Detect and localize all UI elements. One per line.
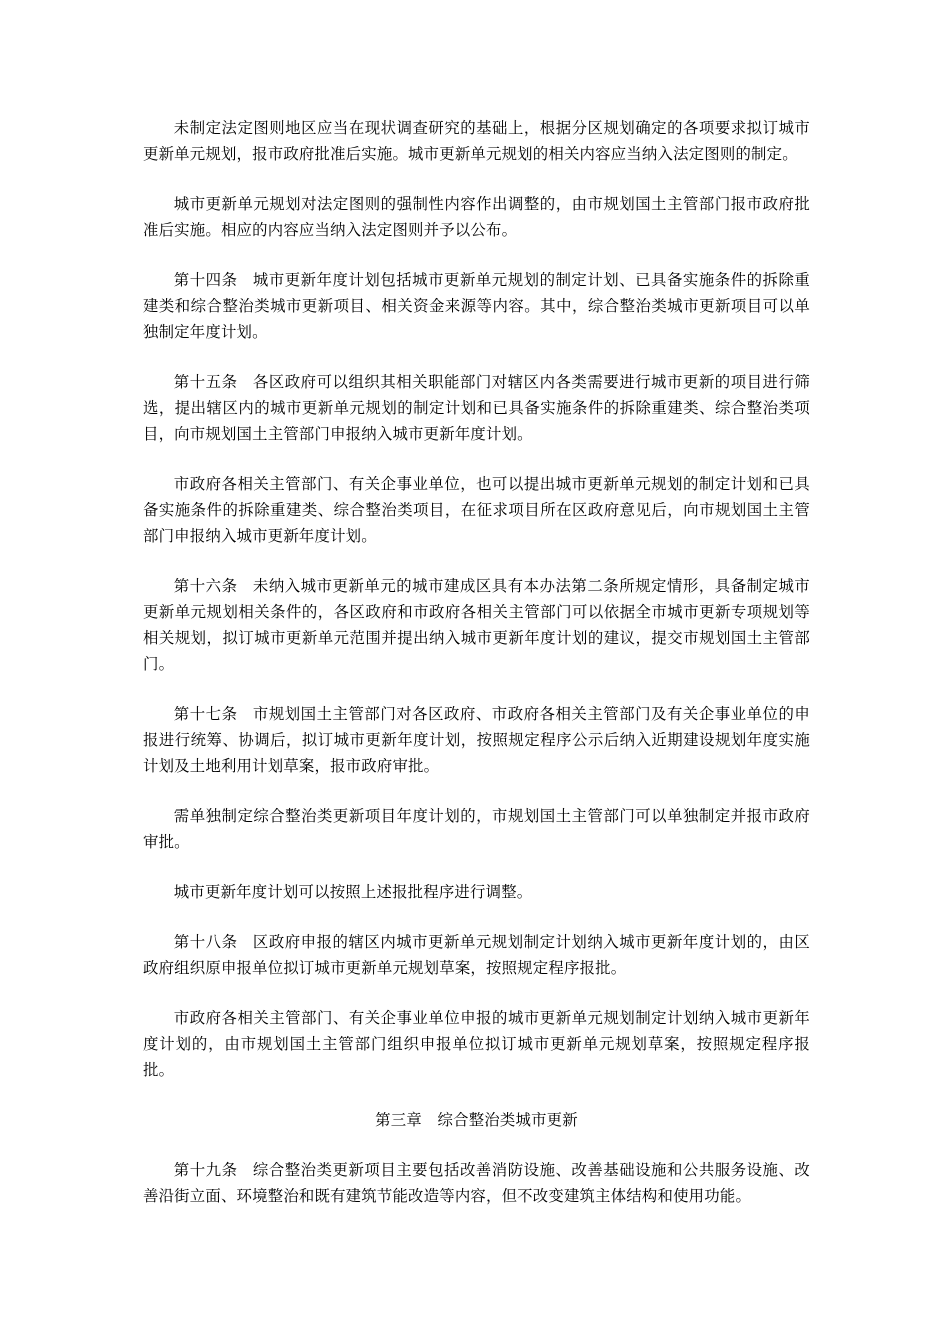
paragraph-text: 市政府各相关主管部门、有关企事业单位，也可以提出城市更新单元规划的制定计划和已具备实施条件的拆除重建类、综合整治类项目，在征求项目所在区政府意见后，向市规划国土主管部门申报纳入城市更新年度计划。 <box>143 475 810 545</box>
article-number: 第十八条 <box>173 933 238 951</box>
paragraph <box>143 1005 810 1083</box>
paragraph-text: 未制定法定图则地区应当在现状调查研究的基础上，根据分区规划确定的各项要求拟订城市更新单元规划，报市政府批准后实施。城市更新单元规划的相关内容应当纳入法定图则的制定。 <box>143 119 810 163</box>
paragraph-text: 各区政府可以组织其相关职能部门对辖区内各类需要进行城市更新的项目进行筛选，提出辖区内的城市更新单元规划的制定计划和已具备实施条件的拆除重建类、综合整治类项目，向市规划国土主管部门申报纳入城市更新年度计划。 <box>143 373 810 443</box>
paragraph-text: 城市更新年度计划包括城市更新单元规划的制定计划、已具备实施条件的拆除重建类和综合整治类城市更新项目、相关资金来源等内容。其中，综合整治类城市更新项目可以单独制定年度计划。 <box>143 271 810 341</box>
article-number: 第十六条 <box>173 577 238 595</box>
paragraph <box>143 803 810 855</box>
paragraph <box>143 879 810 905</box>
paragraph-text: 未纳入城市更新单元的城市建成区具有本办法第二条所规定情形，具备制定城市更新单元规划相关条件的，各区政府和市政府各相关主管部门可以依据全市城市更新专项规划等相关规划，拟订城市更新单元范围并提出纳入城市更新年度计划的建议，提交市规划国土主管部门。 <box>143 577 810 673</box>
paragraph <box>143 115 810 167</box>
chapter-heading: 第三章 综合整治类城市更新 <box>375 1111 578 1129</box>
paragraph-text: 市规划国土主管部门对各区政府、市政府各相关主管部门及有关企事业单位的申报进行统筹、协调后，拟订城市更新年度计划，按照规定程序公示后纳入近期建设规划年度实施计划及土地利用计划草案，报市政府审批。 <box>143 705 810 775</box>
document-body-after-chapter <box>143 1157 810 1209</box>
article-number: 第十七条 <box>173 705 238 723</box>
paragraph <box>143 929 810 981</box>
article-number: 第十五条 <box>173 373 238 391</box>
paragraph <box>143 573 810 677</box>
paragraph-text: 综合整治类更新项目主要包括改善消防设施、改善基础设施和公共服务设施、改善沿街立面、环境整治和既有建筑节能改造等内容，但不改变建筑主体结构和使用功能。 <box>143 1161 810 1205</box>
paragraph <box>143 191 810 243</box>
paragraph <box>143 701 810 779</box>
paragraph <box>143 267 810 345</box>
paragraph-text: 市政府各相关主管部门、有关企事业单位申报的城市更新单元规划制定计划纳入城市更新年度计划的，由市规划国土主管部门组织申报单位拟订城市更新单元规划草案，按照规定程序报批。 <box>143 1009 810 1079</box>
paragraph-text: 需单独制定综合整治类更新项目年度计划的，市规划国土主管部门可以单独制定并报市政府审批。 <box>143 807 810 851</box>
paragraph-text: 城市更新单元规划对法定图则的强制性内容作出调整的，由市规划国土主管部门报市政府批准后实施。相应的内容应当纳入法定图则并予以公布。 <box>143 195 810 239</box>
paragraph <box>143 471 810 549</box>
paragraph <box>143 1157 810 1209</box>
paragraph-text: 区政府申报的辖区内城市更新单元规划制定计划纳入城市更新年度计划的，由区政府组织原申报单位拟订城市更新单元规划草案，按照规定程序报批。 <box>143 933 810 977</box>
article-number: 第十四条 <box>173 271 238 289</box>
article-number: 第十九条 <box>173 1161 238 1179</box>
document-body <box>143 115 810 1083</box>
paragraph-text: 城市更新年度计划可以按照上述报批程序进行调整。 <box>173 883 533 901</box>
paragraph <box>143 369 810 447</box>
document-page <box>143 115 810 1233</box>
